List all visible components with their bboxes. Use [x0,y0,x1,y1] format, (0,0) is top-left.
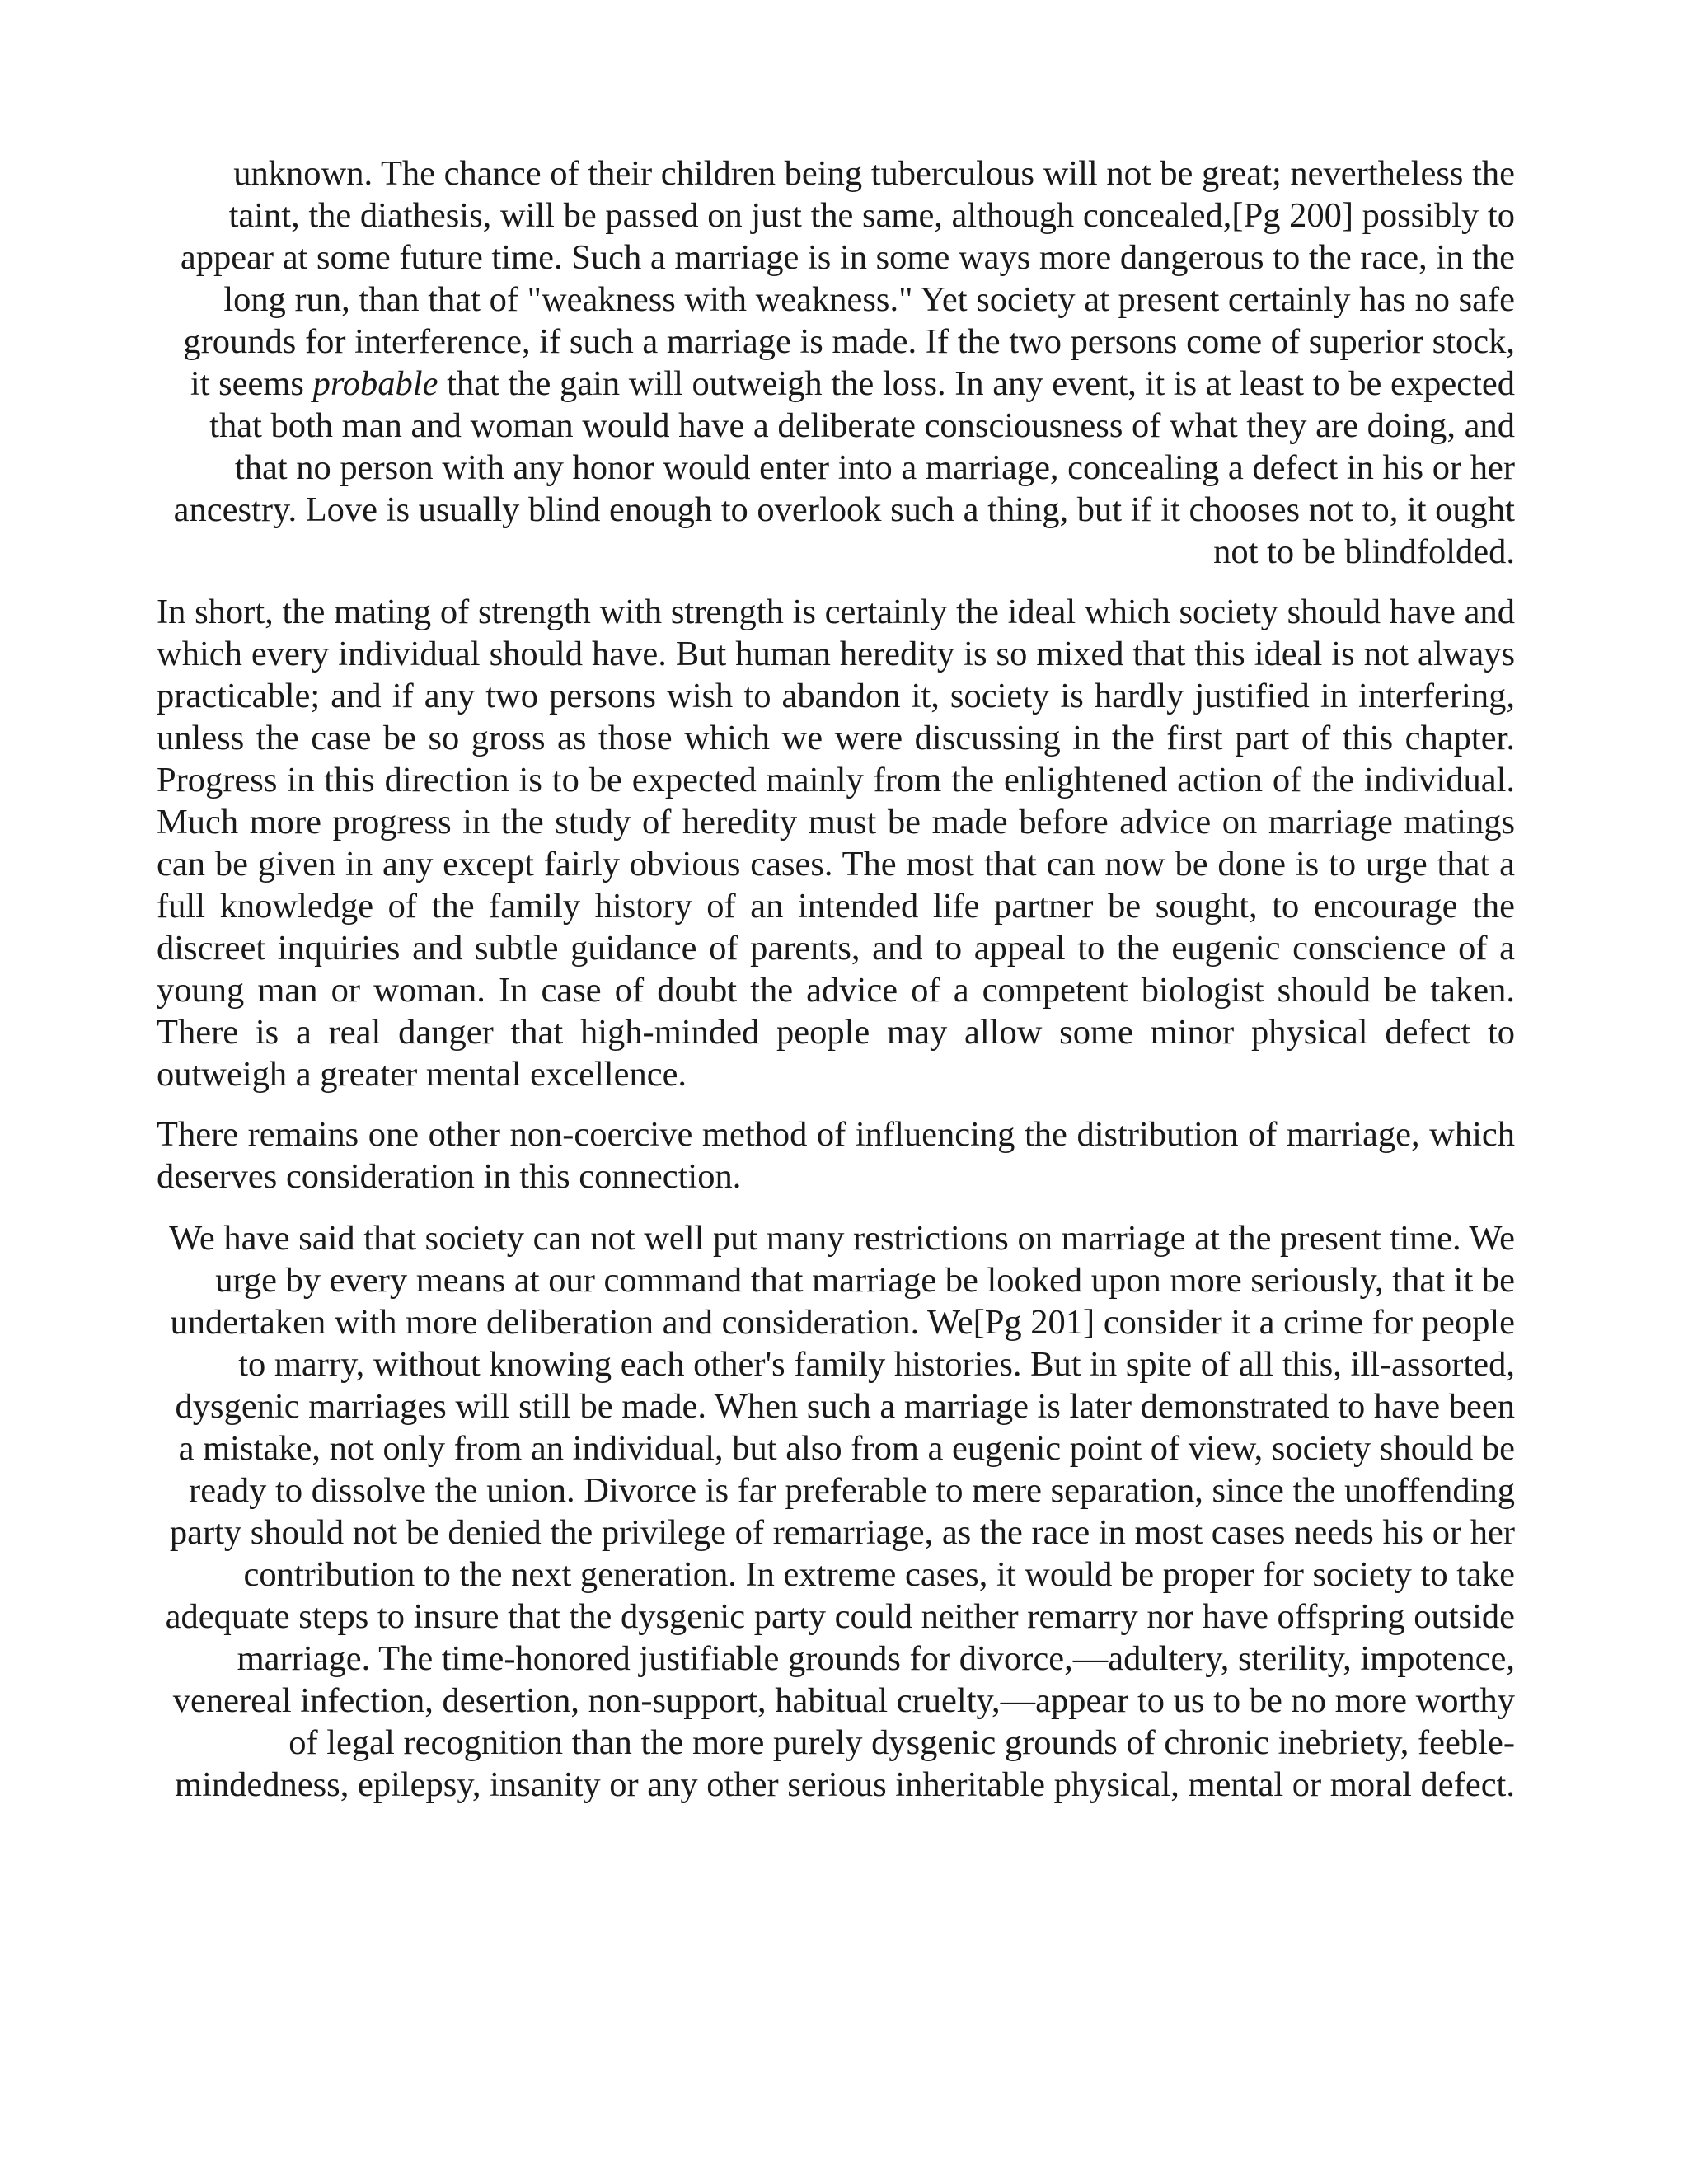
paragraph-text: that the gain will outweigh the loss. In any event, it is at least to be expected that both man and woman would have a deliberate consciousness of what they are doing, and that no person with any honor would enter into a marriage, concealing a defect in his or her ancestry. Love is usually blind enough to overlook such a thing, but if it chooses not to, it ought not to be blindfolded. [173,364,1515,571]
paragraph-non-coercive-method: There remains one other non-coercive method of influencing the distribution of marriage, which deserves consideration in this connection. [157,1115,1515,1196]
paragraph-divorce: We have said that society can not well put many restrictions on marriage at the present time. We urge by every means at our command that marriage be looked upon more seriously, that it be undertaken with more deliberation and consideration. We[Pg 201] consider it a crime for people to marry, without knowing each other's family histories. But in spite of all this, ill-assorted, dysgenic marriages will still be made. When such a marriage is later demonstrated to have been a mistake, not only from an individual, but also from a eugenic point of view, society should be ready to dissolve the union. Divorce is far preferable to mere separation, since the unoffending party should not be denied the privilege of remarriage, as the race in most cases needs his or her contribution to the next generation. In extreme cases, it would be proper for society to take adequate steps to insure that the dysgenic party could neither remarry nor have offspring outside marriage. The time-honored justifiable grounds for divorce,—adultery, sterility, impotence, venereal infection, desertion, non-support, habitual cruelty,—appear to us to be no more worthy of legal recognition than the more purely dysgenic grounds of chronic inebriety, feeble-mindedness, epilepsy, insanity or any other serious inheritable physical, mental or moral defect. [165,1219,1515,1804]
paragraph-mating-strength: In short, the mating of strength with strength is certainly the ideal which society should have and which every individual should have. But human heredity is so mixed that this ideal is not always practicable; and if any two persons wish to abandon it, society is hardly justified in interfering, unless the case be so gross as those which we were discussing in the first part of this chapter. Progress in this direction is to be expected mainly from the enlightened action of the individual. Much more progress in the study of heredity must be made before advice on marriage matings can be given in any except fairly obvious cases. The most that can now be done is to urge that a full knowledge of the family history of an intended life partner be sought, to encourage the discreet inquiries and subtle guidance of parents, and to appeal to the eugenic conscience of a young man or woman. In case of doubt the advice of a competent biologist should be taken. There is a real danger that high-minded people may allow some minor physical defect to outweigh a greater mental excellence. [157,593,1515,1094]
paragraph-concealed-taint [157,152,1515,573]
emphasis-probable: probable [312,364,438,403]
page-body [157,152,1515,1824]
paragraph-text: unknown. The chance of their children being tuberculous will not be great; nevertheless the taint, the diathesis, will be passed on just the same, although concealed,[Pg 200] possibly to appear at some future time. Such a marriage is in some ways more dangerous to the race, in the long run, than that of "weakness with weakness." Yet society at present certainly has no safe grounds for interference, if such a marriage is made. If the two persons come of superior stock, it seems [180,154,1515,403]
